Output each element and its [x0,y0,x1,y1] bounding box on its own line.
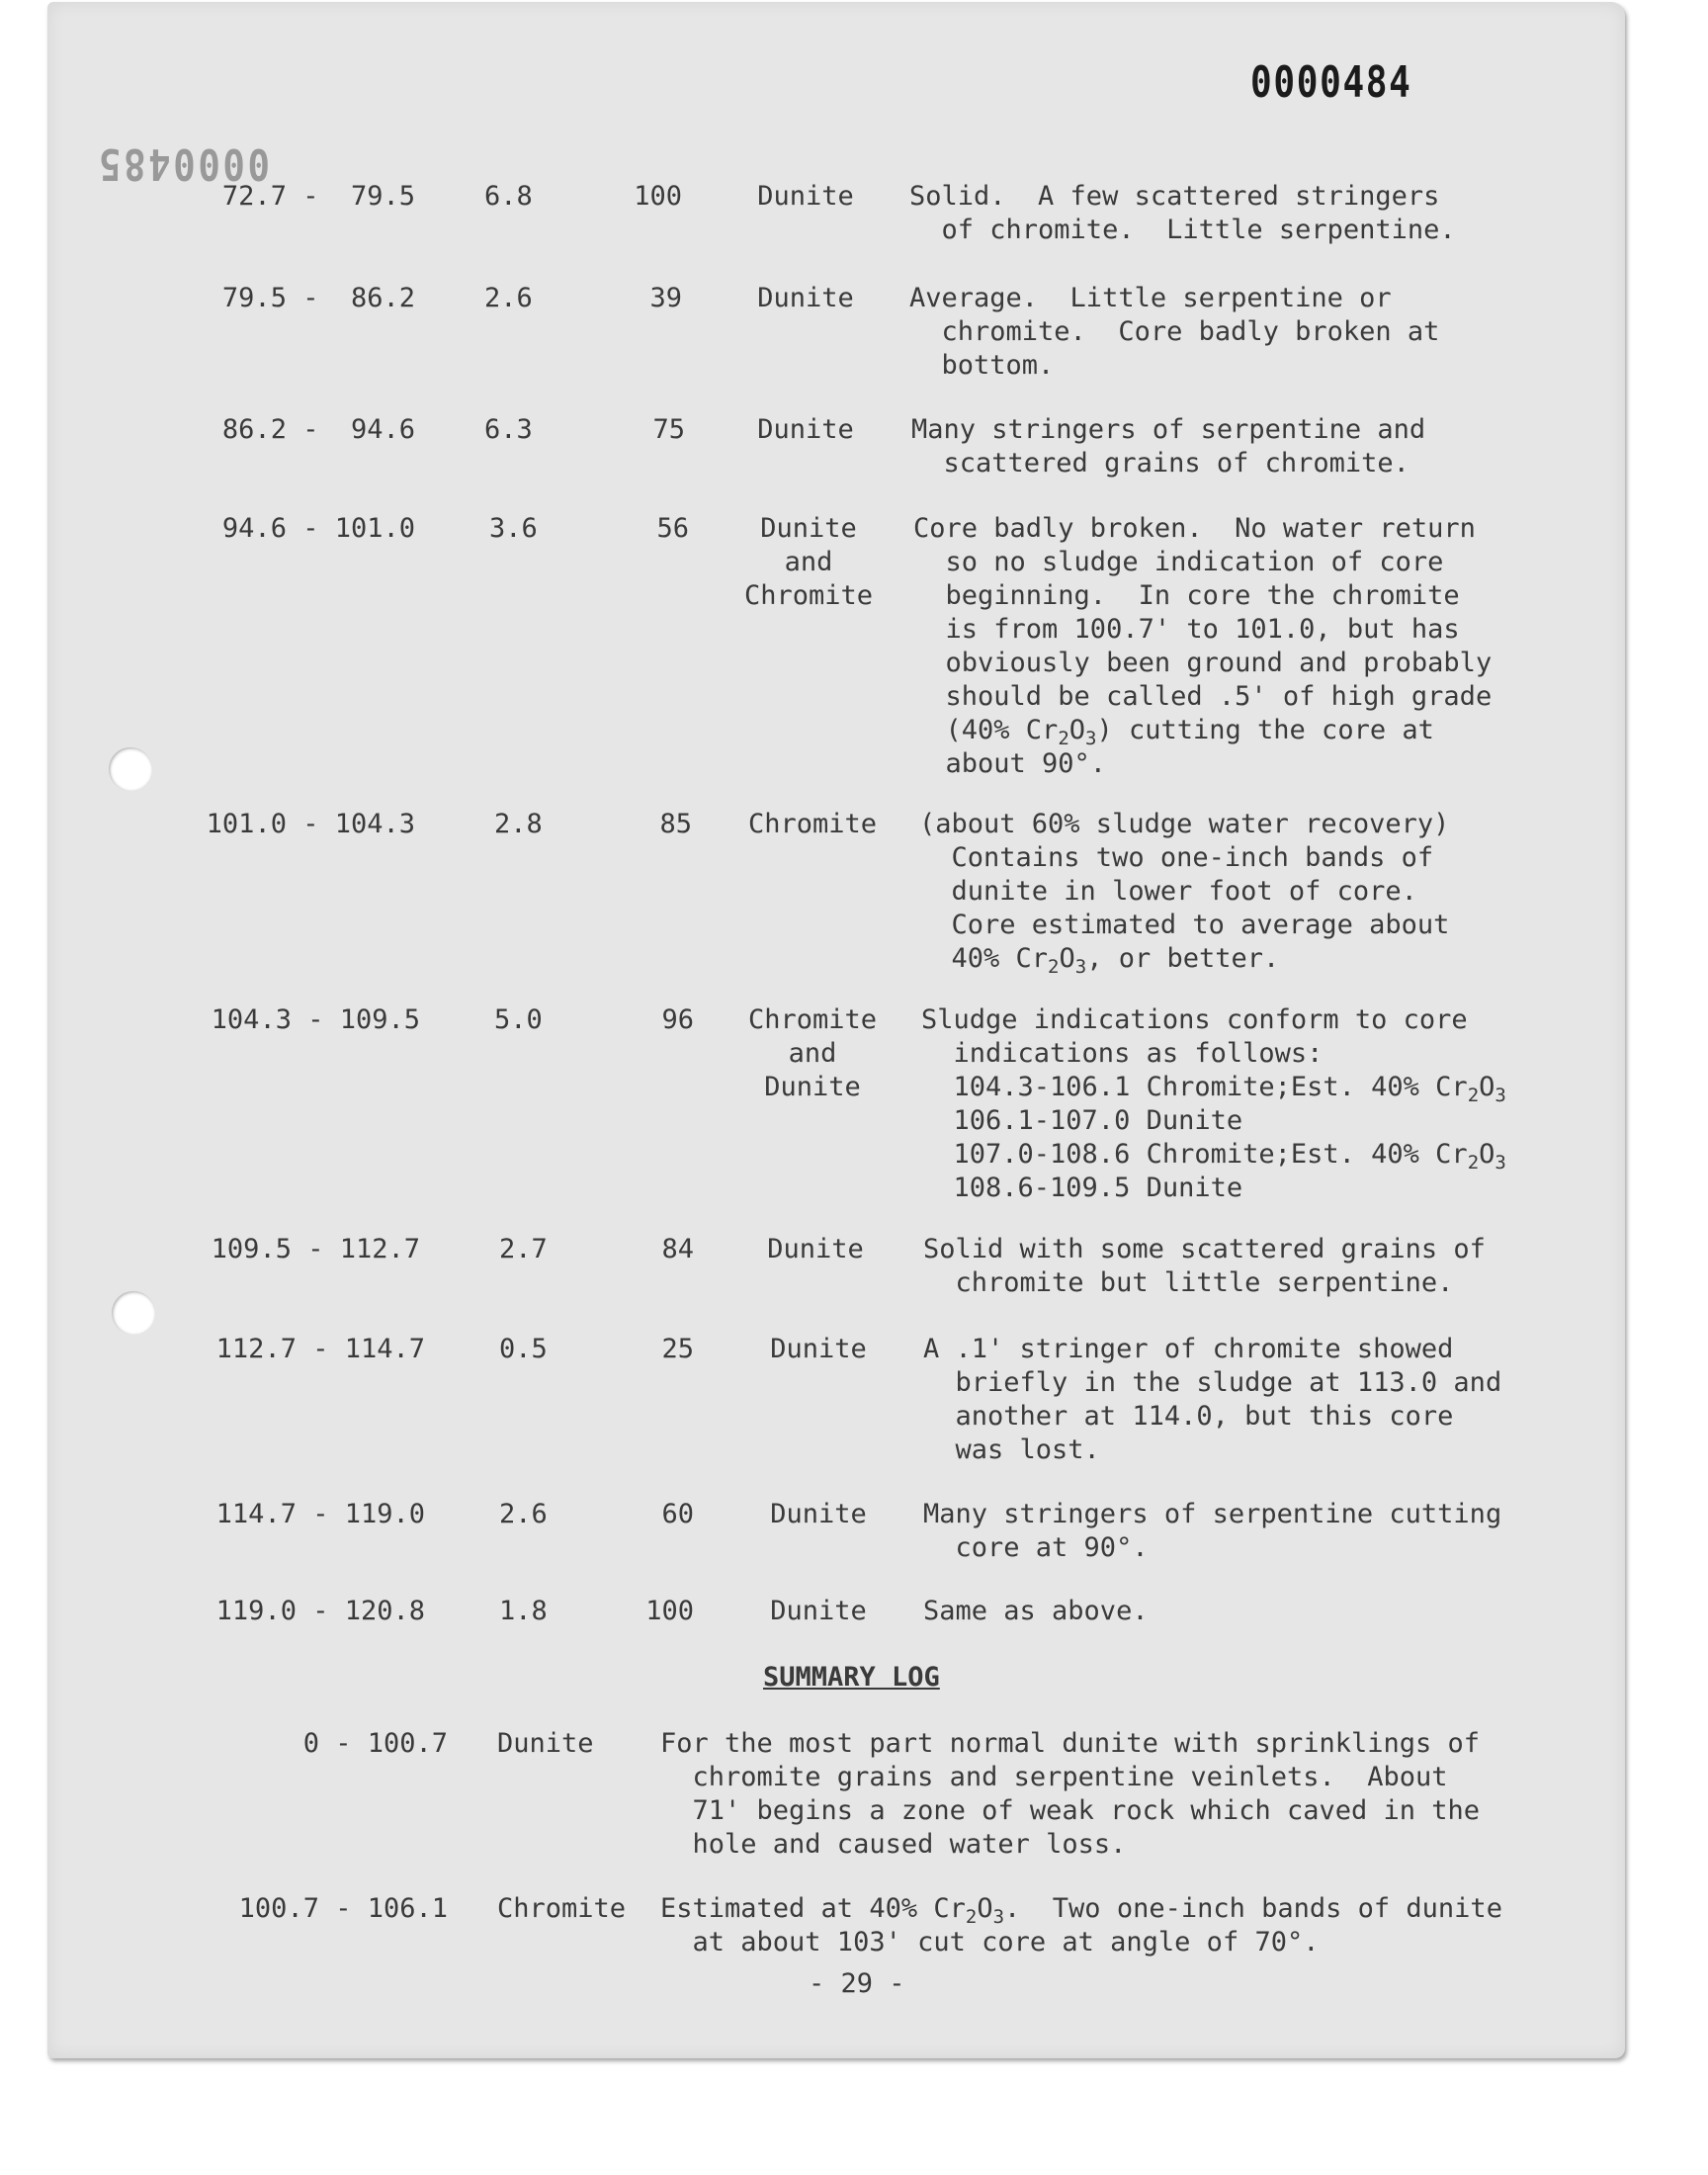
row-remarks: Average. Little serpentine or chromite. Core badly broken at bottom. [909,283,1440,381]
summary-depth-interval: 0 - 100.7 [302,1728,448,1759]
row-depth-interval: 94.6 - 101.0 [221,513,415,544]
row-depth-interval: 109.5 - 112.7 [211,1234,420,1264]
summary-rock-type: Chromite [497,1893,627,1924]
row-recovery-percent: 96 [661,1004,694,1035]
row-core-length: 2.6 [499,1499,548,1529]
row-recovery-percent: 39 [649,283,682,313]
row-core-length: 2.8 [494,809,543,839]
row-remarks: Core badly broken. No water return so no sludge indication of core beginning. In core the chromite is from 100.7' to 101.0, but has obviously been ground and probably should be called .5' of high grade (40% $Cr_2O_3$) cutting the core at about 90°. [913,513,1493,779]
row-core-length: 0.5 [499,1334,548,1364]
row-rock-type: Dunite [770,1499,867,1529]
row-depth-interval: 104.3 - 109.5 [211,1004,420,1035]
summary-depth-interval: 100.7 - 106.1 [238,1893,448,1924]
row-core-length: 3.6 [489,513,538,544]
page-number: - 29 - [809,1968,905,1999]
row-depth-interval: 86.2 - 94.6 [221,414,415,445]
row-recovery-percent: 100 [634,181,682,212]
row-remarks: (about 60% sludge water recovery) Contains two one-inch bands of dunite in lower foot of core. Core estimated to average about 40% $Cr_2O_3$, or better. [919,809,1450,978]
punch-hole-bottom [112,1291,155,1335]
row-rock-type: Dunite [767,1234,864,1264]
row-remarks: A .1' stringer of chromite showed briefly in the sludge at 113.0 and another at 114.0, but this core was lost. [923,1334,1502,1465]
row-recovery-percent: 85 [659,809,692,839]
punch-hole-top [109,747,152,791]
row-core-length: 5.0 [494,1004,543,1035]
row-depth-interval: 79.5 - 86.2 [221,283,415,313]
row-remarks: Many stringers of serpentine and scattered grains of chromite. [911,414,1426,478]
summary-remarks: For the most part normal dunite with sprinklings of chromite grains and serpentine veinlets. About 71' begins a zone of weak rock which caved in the hole and caused water loss. [660,1728,1481,1860]
row-rock-type: Chromite and Dunite [747,1004,878,1102]
row-rock-type: Dunite and Chromite [743,513,874,611]
row-remarks: Same as above. [923,1596,1149,1626]
row-rock-type: Dunite [757,181,854,212]
row-recovery-percent: 60 [661,1499,694,1529]
row-recovery-percent: 56 [656,513,689,544]
row-recovery-percent: 84 [661,1234,694,1264]
row-rock-type: Dunite [770,1334,867,1364]
row-core-length: 1.8 [499,1596,548,1626]
row-remarks: Solid with some scattered grains of chromite but little serpentine. [923,1234,1486,1298]
row-remarks: Many stringers of serpentine cutting core at 90°. [923,1499,1502,1563]
row-remarks: Sludge indications conform to core indications as follows: 104.3-106.1 Chromite;Est. 40% $Cr_2O_3$ 106.1-107.0 Dunite 107.0-108.6 Chromite;Est. 40% $Cr_2O_3$ 108.6-109.5 Dunite [921,1004,1506,1203]
row-rock-type: Dunite [770,1596,867,1626]
row-rock-type: Chromite [747,809,878,839]
row-remarks: Solid. A few scattered stringers of chromite. Little serpentine. [909,181,1456,245]
row-recovery-percent: 100 [645,1596,694,1626]
row-depth-interval: 101.0 - 104.3 [206,809,415,839]
summary-remarks: Estimated at 40% $Cr_2O_3$. Two one-inch bands of dunite at about 103' cut core at angle of 70°. [660,1893,1502,1958]
summary-rock-type: Dunite [497,1728,594,1759]
row-depth-interval: 119.0 - 120.8 [215,1596,425,1626]
row-core-length: 6.8 [484,181,533,212]
row-core-length: 6.3 [484,414,533,445]
row-depth-interval: 114.7 - 119.0 [215,1499,425,1529]
row-recovery-percent: 75 [652,414,685,445]
row-rock-type: Dunite [757,283,854,313]
row-rock-type: Dunite [757,414,854,445]
summary-log-heading: SUMMARY LOG [763,1662,940,1693]
row-core-length: 2.6 [484,283,533,313]
document-number-stamp: 0000484 [1250,57,1412,108]
row-core-length: 2.7 [499,1234,548,1264]
row-depth-interval: 72.7 - 79.5 [221,181,415,212]
row-recovery-percent: 25 [661,1334,694,1364]
faint-bleedthrough-stamp: 0000485 [96,138,270,189]
row-depth-interval: 112.7 - 114.7 [215,1334,425,1364]
